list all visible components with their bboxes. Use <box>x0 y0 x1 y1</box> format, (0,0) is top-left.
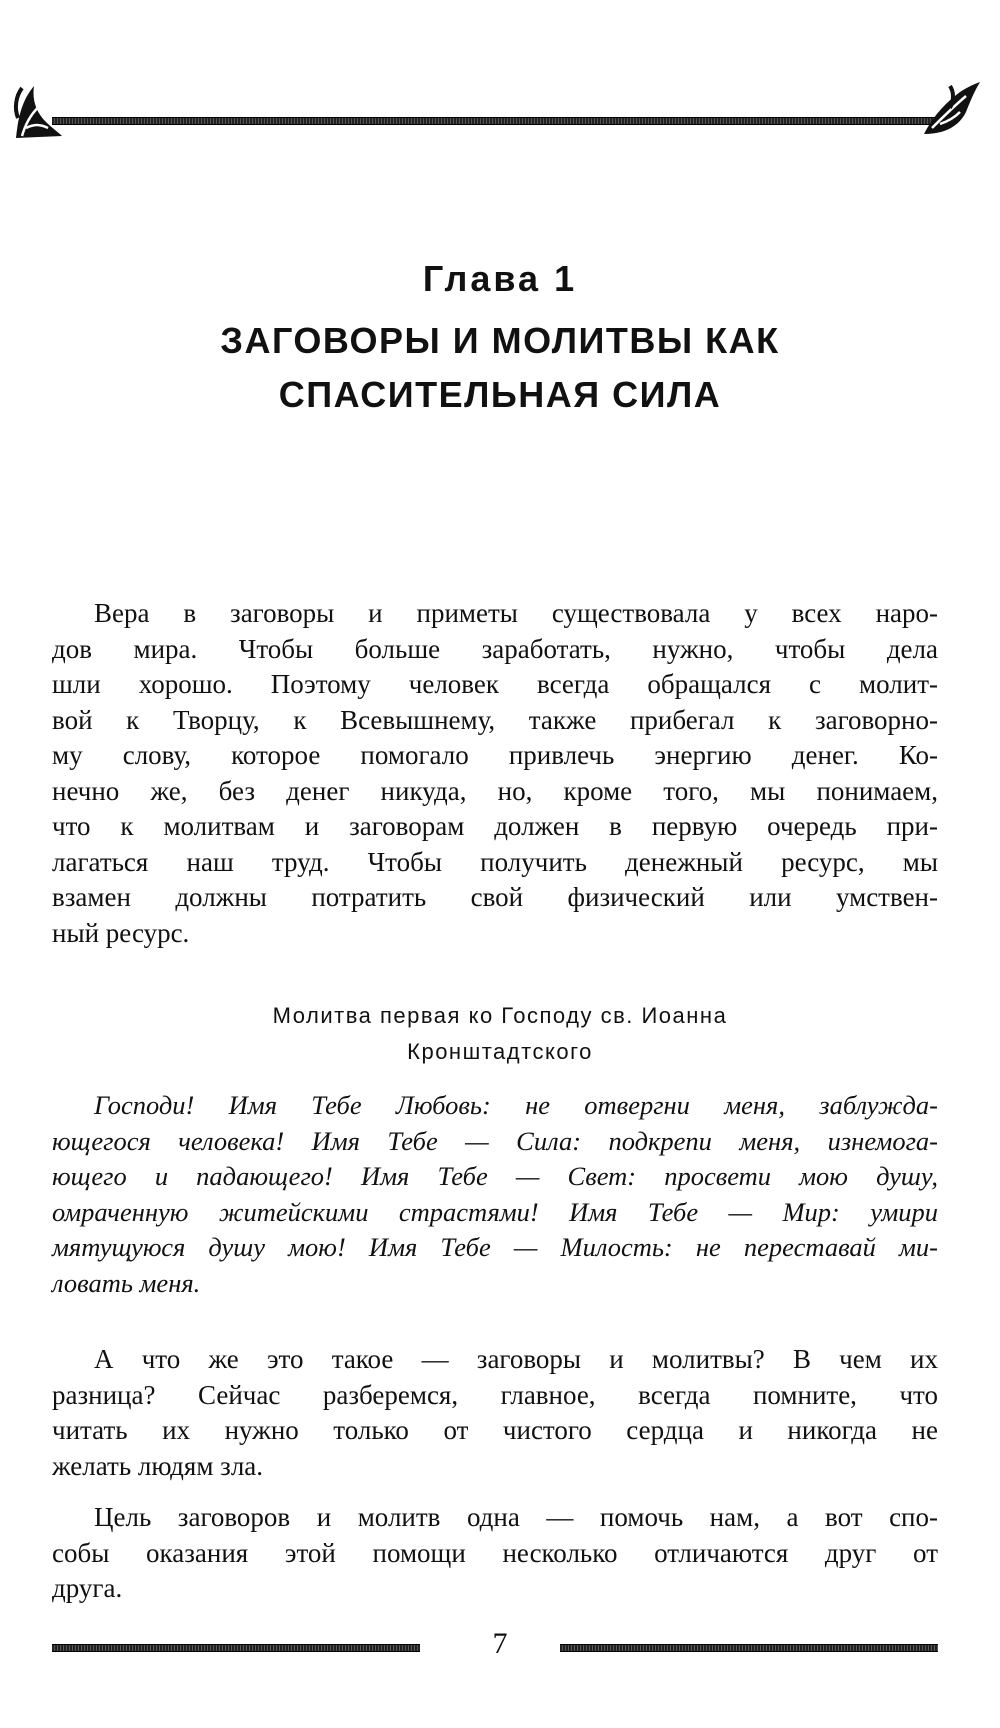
text-line: ющего и падающего! Имя Тебе — Свет: просвети мою душу, <box>52 1161 938 1191</box>
prayer-title <box>0 998 1000 1070</box>
paragraph-difference <box>52 1342 938 1484</box>
footer-rule-right <box>560 1644 938 1652</box>
footer-rule-left <box>52 1644 420 1652</box>
text-line: ющегося человека! Имя Тебе — Сила: подкрепи меня, изнемога- <box>52 1125 938 1156</box>
text-line: мятущуюся душу мою! Имя Тебе — Милость: не переставай ми- <box>52 1232 938 1262</box>
top-decorative-rule <box>52 117 938 125</box>
text-line: друга. <box>52 1573 123 1603</box>
text-line: дов мира. Чтобы больше заработать, нужно, чтобы дела <box>52 633 938 664</box>
text-line: А что же это такое — заговоры и молитвы? В чем их <box>94 1344 938 1374</box>
page-number: 7 <box>492 1627 508 1660</box>
text-line: желать людям зла. <box>52 1450 264 1481</box>
chapter-label: Глава 1 <box>422 258 578 299</box>
paragraph-intro <box>52 596 938 951</box>
paragraph-goal <box>52 1500 938 1607</box>
text-line: вой к Творцу, к Всевышнему, также прибегал к заговорно- <box>52 704 938 735</box>
text-line: лагаться наш труд. Чтобы получить денежный ресурс, мы <box>52 846 938 877</box>
text-line: Цель заговоров и молитв одна — помочь нам, а вот спо- <box>94 1502 938 1532</box>
text-line: разница? Сейчас разберемся, главное, всегда помните, что <box>52 1379 938 1410</box>
text-line: что к молитвам и заговорам должен в первую очередь при- <box>52 811 938 841</box>
text-line: нечно же, без денег никуда, но, кроме того, мы понимаем, <box>52 775 938 806</box>
chapter-title-line: ЗАГОВОРЫ И МОЛИТВЫ КАК <box>220 320 780 361</box>
text-line: взамен должны потратить свой физический или умствен- <box>52 882 938 912</box>
chapter-title-line: СПАСИТЕЛЬНАЯ СИЛА <box>278 374 722 415</box>
prayer-title-line: Кронштадтского <box>407 1039 593 1064</box>
text-line: омраченную житейскими страстями! Имя Тебе — Мир: умири <box>52 1196 938 1227</box>
leaf-ornament-icon <box>920 78 982 140</box>
text-line: собы оказания этой помощи несколько отличаются друг от <box>52 1537 938 1568</box>
text-line: му слову, которое помогало привлечь энергию денег. Ко- <box>52 740 938 770</box>
text-line: Господи! Имя Тебе Любовь: не отвергни меня, заблужда- <box>94 1090 938 1120</box>
leaf-ornament-icon <box>12 78 64 140</box>
text-line: ный ресурс. <box>52 917 190 948</box>
text-line: ловать меня. <box>52 1267 201 1298</box>
text-line: Вера в заговоры и приметы существовала у всех наро- <box>94 598 938 628</box>
prayer-title-line: Молитва первая ко Господу св. Иоанна <box>272 1003 728 1028</box>
text-line: шли хорошо. Поэтому человек всегда обращался с молит- <box>52 669 938 699</box>
chapter-title <box>0 314 1000 422</box>
prayer-text <box>52 1088 938 1301</box>
text-line: читать их нужно только от чистого сердца и никогда не <box>52 1415 938 1445</box>
